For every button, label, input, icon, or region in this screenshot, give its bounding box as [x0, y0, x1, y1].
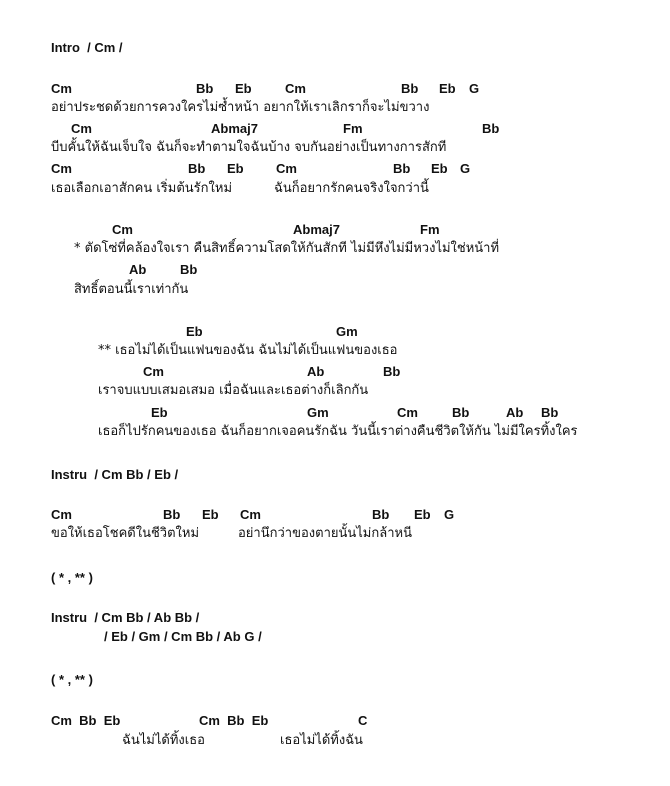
chord: Bb: [188, 161, 206, 176]
chord: Cm: [276, 161, 297, 176]
repeat-marker: ( * , ** ): [51, 570, 93, 585]
lyric-line: อย่าประชดด้วยการควงใครไม่ซ้ำหน้า อยากให้เราเลิกราก็จะไม่ขวาง: [51, 100, 430, 115]
chord: Cm: [143, 364, 164, 379]
chord: Eb: [431, 161, 448, 176]
lyric-line: * ตัดโซ่ที่คล้องใจเรา คืนสิทธิ์ความโสดให้กันสักที ไม่มีหึงไม่มีหวงไม่ใช่หน้าที่: [74, 241, 500, 256]
chord: Cm: [51, 507, 72, 522]
lyric-line: อย่านึกว่าของตายนั้นไม่กล้าหนี: [238, 526, 412, 541]
chord: Eb: [235, 81, 252, 96]
chord: Eb: [202, 507, 219, 522]
chord: Bb: [482, 121, 500, 136]
chord: Fm: [420, 222, 440, 237]
chord: G: [469, 81, 480, 96]
chord: Ab: [307, 364, 325, 379]
lyric-line: เราจบแบบเสมอเสมอ เมื่อฉันและเธอต่างก็เลิกกัน: [98, 383, 369, 398]
chord: Gm: [307, 405, 329, 420]
chord: Bb: [541, 405, 559, 420]
chord: Bb: [393, 161, 411, 176]
chord: Eb: [186, 324, 203, 339]
chord: Bb: [401, 81, 419, 96]
lyric-line: บีบคั้นให้ฉันเจ็บใจ ฉันก็จะทำตามใจฉันบ้าง จบกันอย่างเป็นทางการสักที: [51, 140, 447, 155]
chord: Cm: [71, 121, 92, 136]
repeat-marker: ( * , ** ): [51, 672, 93, 687]
chord: Eb: [227, 161, 244, 176]
instru-line: Instru / Cm Bb / Ab Bb /: [51, 610, 200, 625]
chord: Cm: [51, 81, 72, 96]
chord: Abmaj7: [293, 222, 340, 237]
lyric-line: ขอให้เธอโชคดีในชีวิตใหม่: [51, 526, 200, 541]
instru-line: Instru / Cm Bb / Eb /: [51, 467, 179, 482]
chord: Gm: [336, 324, 358, 339]
chord: Bb: [163, 507, 181, 522]
chord: G: [444, 507, 455, 522]
lyric-line: เธอก็ไปรักคนของเธอ ฉันก็อยากเจอคนรักฉัน วันนี้เราต่างคืนชีวิตให้กัน ไม่มีใครทิ้งใคร: [98, 424, 578, 439]
lyric-line: ** เธอไม่ได้เป็นแฟนของฉัน ฉันไม่ได้เป็นแฟนของเธอ: [98, 343, 398, 358]
chord: Cm Bb Eb: [51, 713, 121, 728]
chord: Bb: [372, 507, 390, 522]
instru-line: / Eb / Gm / Cm Bb / Ab G /: [104, 629, 262, 644]
chord: Bb: [180, 262, 198, 277]
lyric-line: เธอเลือกเอาสักคน เริ่มต้นรักใหม่: [51, 181, 233, 196]
chord: Ab: [506, 405, 524, 420]
lyric-line: ฉันก็อยากรักคนจริงใจกว่านี้: [274, 181, 429, 196]
chord: Bb: [196, 81, 214, 96]
chord: Cm: [112, 222, 133, 237]
chord: Bb: [452, 405, 470, 420]
chord: Cm: [51, 161, 72, 176]
lyric-line: สิทธิ์ตอนนี้เราเท่ากัน: [74, 282, 189, 297]
chord: Cm: [240, 507, 261, 522]
intro-line: Intro / Cm /: [51, 40, 123, 55]
chord: Cm: [285, 81, 306, 96]
chord: Fm: [343, 121, 363, 136]
chord: Eb: [439, 81, 456, 96]
chord: Abmaj7: [211, 121, 258, 136]
chord: G: [460, 161, 471, 176]
chord: Bb: [383, 364, 401, 379]
chord: Eb: [151, 405, 168, 420]
chord: C: [358, 713, 368, 728]
chord: Eb: [414, 507, 431, 522]
chord: Ab: [129, 262, 147, 277]
chord: Cm: [397, 405, 418, 420]
lyric-line: ฉันไม่ได้ทิ้งเธอ: [122, 733, 205, 748]
lyric-line: เธอไม่ได้ทิ้งฉัน: [280, 733, 363, 748]
chord: Cm Bb Eb: [199, 713, 269, 728]
